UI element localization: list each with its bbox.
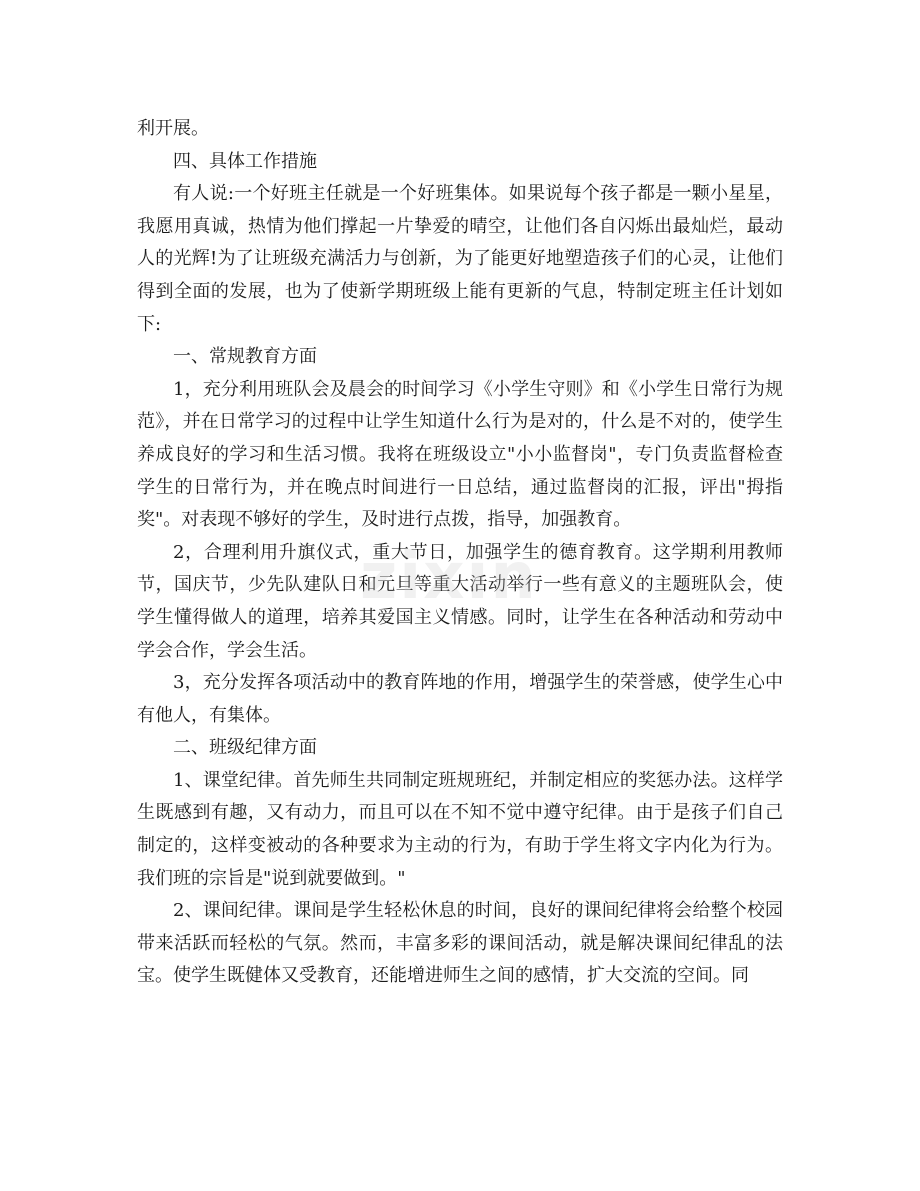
paragraph-item-1: 1，充分利用班队会及晨会的时间学习《小学生守则》和《小学生日常行为规范》，并在日常学习的过程中让学生知道什么行为是对的，什么是不对的，使学生养成良好的学习和生活习惯。我将在班级设立"小小监督岗"，专门负责监督检查学生的日常行为，并在晚点时间进行一日总结，通过监督岗的汇报，评出"拇指奖"。对表现不够好的学生，及时进行点拨，指导，加强教育。 [137,378,783,531]
document-body [137,113,783,993]
paragraph-classroom-discipline: 1、课堂纪律。首先师生共同制定班规班纪，并制定相应的奖惩办法。这样学生既感到有趣，又有动力，而且可以在不知不觉中遵守纪律。由于是孩子们自己制定的，这样变被动的各种要求为主动的行为，有助于学生将文字内化为行为。我们班的宗旨是"说到就要做到。" [137,769,783,889]
paragraph-item-2: 2，合理利用升旗仪式，重大节日，加强学生的德育教育。这学期利用教师节，国庆节，少先队建队日和元旦等重大活动举行一些有意义的主题班队会，使学生懂得做人的道理，培养其爱国主义情感。同时，让学生在各种活动和劳动中学会合作，学会生活。 [137,541,783,661]
paragraph-item-3: 3，充分发挥各项活动中的教育阵地的作用，增强学生的荣誉感，使学生心中有他人，有集体。 [137,672,783,726]
section-heading-class-discipline: 二、班级纪律方面 [173,737,317,759]
section-heading-routine-education: 一、常规教育方面 [173,346,317,368]
paragraph-intro: 有人说:一个好班主任就是一个好班集体。如果说每个孩子都是一颗小星星，我愿用真诚，热情为他们撑起一片挚爱的晴空，让他们各自闪烁出最灿烂，最动人的光辉!为了让班级充满活力与创新，为了能更好地塑造孩子们的心灵，让他们得到全面的发展，也为了使新学期班级上能有更新的气息，特制定班主任计划如下: [137,183,783,335]
paragraph-break-discipline: 2、课间纪律。课间是学生轻松休息的时间，良好的课间纪律将会给整个校园带来活跃而轻松的气氛。然而，丰富多彩的课间活动，就是解决课间纪律乱的法宝。使学生既健体又受教育，还能增进师生之间的感情，扩大交流的空间。同 [137,900,783,987]
watermark: zixin [360,540,538,614]
section-heading-specific-measures: 四、具体工作措施 [173,150,317,172]
paragraph-0: 利开展。 [137,118,209,139]
